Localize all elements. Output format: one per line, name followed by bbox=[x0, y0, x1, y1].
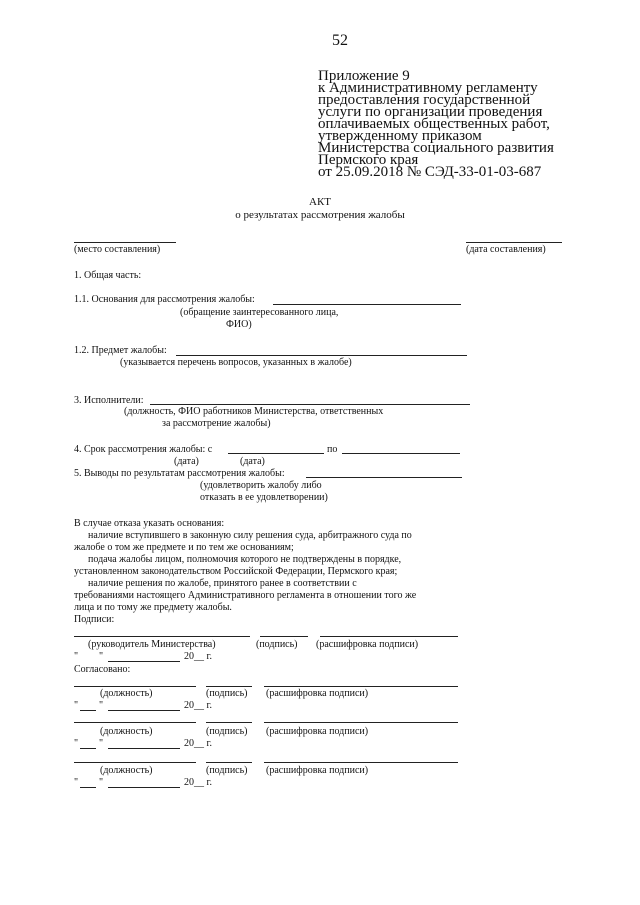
decode-line bbox=[264, 686, 458, 687]
section-3-hint: (должность, ФИО работников Министерства, ответственных bbox=[124, 406, 384, 417]
appendix-line: оплачиваемых общественных работ, bbox=[318, 116, 550, 132]
sign-line bbox=[260, 636, 308, 637]
appendix-line: предоставления государственной bbox=[318, 92, 531, 108]
month-line bbox=[108, 748, 180, 749]
refusal-line: установленном законодательством Российской Федерации, Пермского края; bbox=[74, 566, 398, 577]
date-to-line bbox=[342, 453, 460, 454]
section-1-1-hint: (обращение заинтересованного лица, bbox=[180, 307, 339, 318]
date-quote: " bbox=[99, 777, 104, 788]
appendix-line: к Административному регламенту bbox=[318, 80, 538, 96]
month-line bbox=[108, 661, 180, 662]
appendix-line: услуги по организации проведения bbox=[318, 104, 543, 120]
section-5-hint: отказать в ее удовлетворении) bbox=[200, 492, 328, 503]
section-3: 3. Исполнители: bbox=[74, 395, 144, 406]
sign-caption: (подпись) bbox=[256, 639, 298, 650]
place-caption: (место составления) bbox=[74, 244, 161, 255]
day-line bbox=[80, 710, 96, 711]
month-line bbox=[108, 710, 180, 711]
section-1-1-hint: ФИО) bbox=[226, 319, 252, 330]
refusal-line: подача жалобы лицом, полномочия которого не подтверждены в порядке, bbox=[88, 554, 402, 565]
decode-line bbox=[320, 636, 458, 637]
decode-caption: (расшифровка подписи) bbox=[266, 688, 369, 699]
section-4: 4. Срок рассмотрения жалобы: с bbox=[74, 444, 213, 455]
section-1-2: 1.2. Предмет жалобы: bbox=[74, 345, 167, 356]
appendix-line: Пермского края bbox=[318, 152, 419, 168]
date-from-line bbox=[228, 453, 324, 454]
appendix-block bbox=[318, 70, 554, 178]
date-quote: " bbox=[99, 738, 104, 749]
section-3-hint: за рассмотрение жалобы) bbox=[162, 418, 271, 429]
position-line bbox=[74, 686, 196, 687]
position-line bbox=[74, 722, 196, 723]
decode-caption: (расшифровка подписи) bbox=[316, 639, 419, 650]
grounds-line bbox=[273, 304, 461, 305]
appendix-line: утвержденному приказом bbox=[318, 128, 482, 144]
date-quote: " bbox=[99, 651, 104, 662]
date-quote: " bbox=[74, 651, 79, 662]
refusal-line: наличие вступившего в законную силу решения суда, арбитражного суда по bbox=[88, 530, 412, 541]
act-title: АКТ bbox=[309, 196, 331, 208]
year-text: 20__ г. bbox=[184, 738, 212, 749]
section-1: 1. Общая часть: bbox=[74, 270, 142, 281]
appendix-line: Приложение 9 bbox=[318, 68, 410, 84]
sign-caption: (подпись) bbox=[206, 765, 248, 776]
section-1-2-hint: (указывается перечень вопросов, указанных в жалобе) bbox=[120, 357, 352, 368]
position-caption: (должность) bbox=[100, 688, 153, 699]
year-text: 20__ г. bbox=[184, 651, 212, 662]
refusal-heading: В случае отказа указать основания: bbox=[74, 518, 225, 529]
date-quote: " bbox=[74, 738, 79, 749]
sign-caption: (подпись) bbox=[206, 726, 248, 737]
sign-line bbox=[206, 762, 252, 763]
day-line bbox=[80, 748, 96, 749]
refusal-line: лица и по тому же предмету жалобы. bbox=[74, 602, 232, 613]
date-hint: (дата) bbox=[240, 456, 265, 467]
section-4-po: по bbox=[327, 444, 338, 455]
position-caption: (должность) bbox=[100, 726, 153, 737]
sign-line bbox=[206, 722, 252, 723]
year-text: 20__ г. bbox=[184, 777, 212, 788]
year-text: 20__ г. bbox=[184, 700, 212, 711]
appendix-line: Министерства социального развития bbox=[318, 140, 554, 156]
date-quote: " bbox=[74, 777, 79, 788]
date-line bbox=[466, 242, 562, 243]
day-line bbox=[80, 787, 96, 788]
section-5: 5. Выводы по результатам рассмотрения жалобы: bbox=[74, 468, 285, 479]
section-5-hint: (удовлетворить жалобу либо bbox=[200, 480, 322, 491]
refusal-line: жалобе о том же предмете и по тем же основаниям; bbox=[74, 542, 294, 553]
agreed-label: Согласовано: bbox=[74, 664, 131, 675]
appendix-line: от 25.09.2018 № СЭД-33-01-03-687 bbox=[318, 164, 542, 180]
subject-line bbox=[176, 355, 467, 356]
sign-caption: (подпись) bbox=[206, 688, 248, 699]
act-subtitle: о результатах рассмотрения жалобы bbox=[235, 209, 405, 221]
date-caption: (дата составления) bbox=[466, 244, 546, 255]
refusal-line: наличие решения по жалобе, принятого ранее в соответствии с bbox=[88, 578, 357, 589]
decode-caption: (расшифровка подписи) bbox=[266, 765, 369, 776]
section-1-1: 1.1. Основания для рассмотрения жалобы: bbox=[74, 294, 255, 305]
month-line bbox=[108, 787, 180, 788]
head-caption: (руководитель Министерства) bbox=[88, 639, 216, 650]
date-quote: " bbox=[74, 700, 79, 711]
executors-line bbox=[150, 404, 470, 405]
date-hint: (дата) bbox=[174, 456, 199, 467]
decode-line bbox=[264, 722, 458, 723]
decode-line bbox=[264, 762, 458, 763]
date-quote: " bbox=[99, 700, 104, 711]
head-line bbox=[74, 636, 250, 637]
place-line bbox=[74, 242, 176, 243]
decode-caption: (расшифровка подписи) bbox=[266, 726, 369, 737]
page-number: 52 bbox=[332, 32, 348, 49]
refusal-line: требованиями настоящего Административного регламента в отношении того же bbox=[74, 590, 417, 601]
signatures-label: Подписи: bbox=[74, 614, 115, 625]
position-line bbox=[74, 762, 196, 763]
sign-line bbox=[206, 686, 252, 687]
position-caption: (должность) bbox=[100, 765, 153, 776]
conclusions-line bbox=[306, 477, 462, 478]
